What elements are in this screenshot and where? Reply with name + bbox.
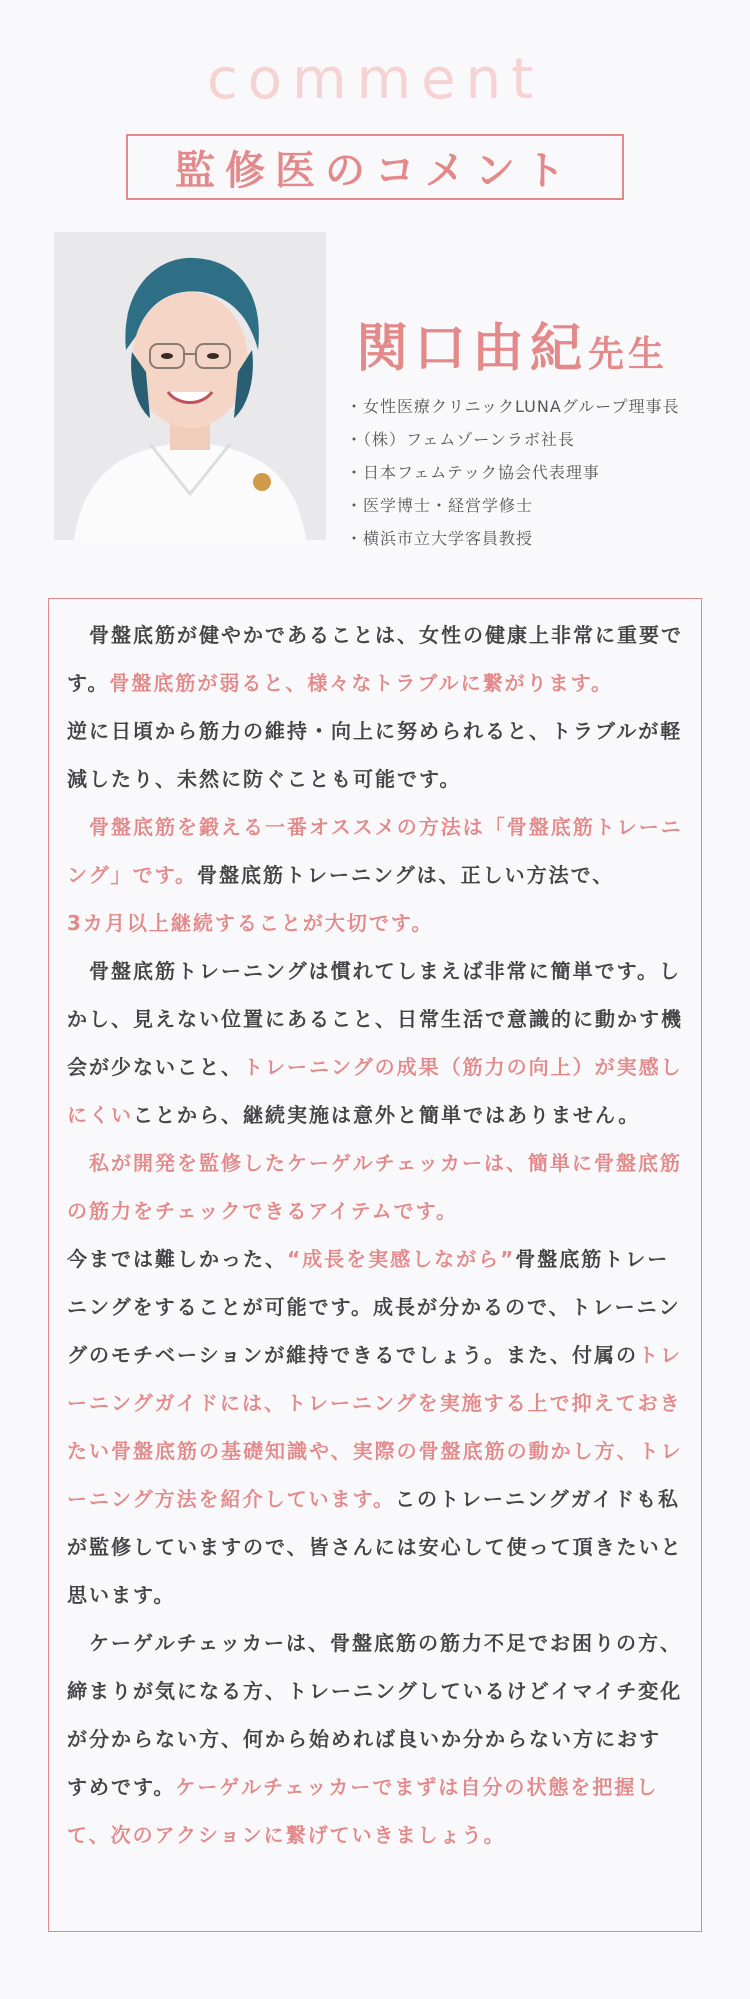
doctor-photo: [54, 232, 326, 540]
comment-text: このトレーニングガイドも私が監修していますので、皆さんには安心して使って頂きたいと思います。: [67, 1487, 683, 1607]
credential-item: ・日本フェムテック協会代表理事: [346, 463, 600, 482]
credential-item: ・女性医療クリニックLUNAグループ理事長: [346, 397, 680, 416]
doctor-portrait-illustration: [54, 232, 326, 540]
comment-text: ことから、継続実施は意外と簡単ではありません。: [133, 1103, 641, 1127]
section-title-box: [126, 134, 624, 200]
comment-text: 逆に日頃から筋力の維持・向上に努められると、トラブルが軽減したり、未然に防ぐことも可能です。: [67, 719, 683, 791]
comment-highlight: 骨盤底筋が弱ると、様々なトラブルに繋がります。: [109, 671, 614, 695]
doctor-name-suffix: 先生: [588, 334, 669, 375]
comment-text: 今までは難しかった、: [67, 1247, 287, 1271]
comment-highlight: トレーニングガイドには、トレーニングを実施する上で抑えておきたい骨盤底筋の基礎知識や、実際の骨盤底筋の動かし方、トレーニング方法を紹介しています。: [67, 1343, 683, 1511]
comment-text: 骨盤底筋トレーニングは、正しい方法で、: [197, 863, 615, 887]
section-title: 監修医のコメント: [175, 147, 575, 194]
comment-highlight: “成長を実感しながら”: [287, 1247, 516, 1271]
doctor-name-text: 関口由紀: [356, 319, 589, 379]
doctor-credentials: [346, 390, 680, 555]
comment-box: [48, 598, 702, 1932]
comment-highlight: トレーニングの成果（筋力の向上）が実感しにくい: [67, 1055, 683, 1127]
comment-text: 骨盤底筋が健やかであることは、女性の健康上非常に重要です。: [67, 623, 683, 695]
comment-text: 骨盤底筋トレーニングは慣れてしまえば非常に簡単です。しかし、見えない位置にあること、日常生活で意識的に動かす機会が少ないこと、: [67, 959, 683, 1079]
credential-item: ・（株）フェムゾーンラボ社長: [346, 430, 575, 449]
section-eyebrow: comment: [206, 47, 544, 112]
doctor-name: [356, 306, 668, 381]
comment-highlight: 3カ月以上継続することが大切です。: [67, 911, 434, 935]
comment-text: ケーゲルチェッカーは、骨盤底筋の筋力不足でお困りの方、締まりが気になる方、トレーニングしているけどイマイチ変化が分からない方、何から始めれば良いか分からない方におすすめです。: [67, 1631, 683, 1799]
credential-item: ・横浜市立大学客員教授: [346, 529, 534, 548]
comment-highlight: 骨盤底筋を鍛える一番オススメの方法は「骨盤底筋トレーニング」です。: [67, 815, 683, 887]
credential-item: ・医学博士・経営学修士: [346, 496, 534, 515]
comment-text: 骨盤底筋トレーニングをすることが可能です。成長が分かるので、トレーニングのモチベーションが維持できるでしょう。また、付属の: [67, 1247, 681, 1367]
comment-highlight: 私が開発を監修したケーゲルチェッカーは、簡単に骨盤底筋の筋力をチェックできるアイテムです。: [67, 1151, 682, 1223]
comment-highlight: ケーゲルチェッカーでまずは自分の状態を把握して、次のアクションに繋げていきましょう。: [67, 1775, 659, 1847]
comment-body: [67, 611, 683, 1859]
